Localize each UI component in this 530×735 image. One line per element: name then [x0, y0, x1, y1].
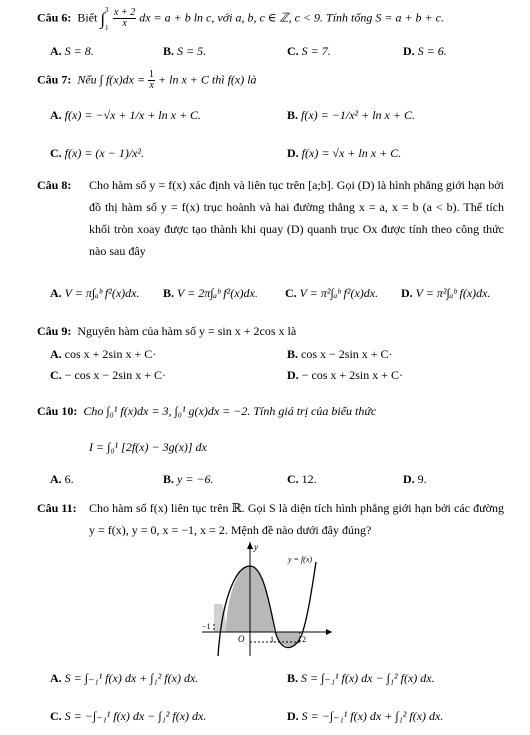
integrand-fraction: $\frac{x + 2}{x}$	[114, 7, 136, 29]
integral-sign: ∫	[100, 9, 106, 29]
integral-limits: 3 1	[105, 5, 109, 32]
tick-label: 2	[302, 635, 306, 644]
stem-fraction: $\frac{1}{x}$	[149, 69, 155, 91]
q7-option-c[interactable]: C. f(x) = (x − 1)/x².	[50, 146, 145, 160]
question-number: Câu 7:	[37, 72, 72, 87]
q6-stem	[37, 5, 444, 32]
q6-stem-pre: Biết	[77, 10, 98, 25]
q8-option-d[interactable]: D. V = π²∫ₐᵇ f(x)dx.	[401, 286, 491, 300]
q10-option-a[interactable]: A. 6.	[50, 472, 74, 486]
q7-option-a[interactable]: A. f(x) = −√x + 1/x + ln x + C.	[50, 108, 202, 122]
q11-graph	[196, 538, 336, 658]
q6-stem-post: dx = a + b ln c, với a, b, c ∈ ℤ, c < 9. Tính tổng S = a + b + c.	[139, 10, 444, 25]
q11-stem: Cho hàm số f(x) liên tục trên ℝ. Gọi S là diện tích hình phẳng giới hạn bởi các đường y = f(x), y = 0, x = −1, x = 2. Mệnh đề nào dưới đây đúng?	[89, 501, 504, 537]
origin-label: O	[238, 634, 245, 644]
q11-option-d[interactable]: D. S = −∫₋₁¹ f(x) dx + ∫₁² f(x) dx.	[287, 709, 444, 723]
q11-option-c[interactable]: C. S = −∫₋₁¹ f(x) dx − ∫₁² f(x) dx.	[50, 709, 207, 723]
q7-stem	[37, 70, 257, 91]
q9-option-d[interactable]: D. − cos x + 2sin x + C·	[287, 368, 403, 382]
q11-number: Câu 11:	[37, 501, 77, 515]
q6-option-d[interactable]: D. S = 6.	[403, 44, 447, 58]
q8-option-c[interactable]: C. V = π²∫ₐᵇ f²(x)dx.	[285, 286, 379, 300]
x-axis-arrow-icon	[326, 629, 332, 635]
q6-option-c[interactable]: C. S = 7.	[287, 44, 331, 58]
q6-option-a[interactable]: A. S = 8.	[50, 44, 94, 58]
q7-stem-pre: Nếu ∫ f(x)dx =	[77, 72, 146, 87]
q6-option-b[interactable]: B. S = 5.	[163, 44, 207, 58]
q11-option-b[interactable]: B. S = ∫₋₁¹ f(x) dx − ∫₁² f(x) dx.	[287, 671, 435, 685]
q9-option-c[interactable]: C. − cos x − 2sin x + C·	[50, 368, 166, 382]
q8-option-b[interactable]: B. V = 2π∫ₐᵇ f²(x)dx.	[163, 286, 258, 300]
q10-stem: Câu 10: Cho ∫₀¹ f(x)dx = 3, ∫₀¹ g(x)dx = −2. Tính giá trị của biểu thức	[37, 404, 377, 418]
q7-option-d[interactable]: D. f(x) = √x + ln x + C.	[287, 146, 402, 160]
q7-stem-post: + ln x + C thì f(x) là	[158, 72, 257, 87]
q8-option-a[interactable]: A. V = π∫ₐᵇ f²(x)dx.	[50, 286, 140, 300]
q7-option-b[interactable]: B. f(x) = −1/x² + ln x + C.	[287, 108, 415, 122]
q10-expression: I = ∫₀¹ [2f(x) − 3g(x)] dx	[89, 440, 207, 454]
tick-label: −1	[202, 622, 211, 631]
q10-option-d[interactable]: D. 9.	[403, 472, 427, 486]
q8-number: Câu 8:	[37, 178, 72, 192]
tick-label: 1	[270, 635, 274, 644]
q9-option-b[interactable]: B. cos x − 2sin x + C·	[287, 347, 393, 361]
question-number: Câu 6:	[37, 10, 72, 25]
y-axis-label: y	[254, 542, 258, 552]
q9-stem: Câu 9: Nguyên hàm của hàm số y = sin x + 2cos x là	[37, 324, 297, 338]
q10-option-c[interactable]: C. 12.	[287, 472, 317, 486]
q11-option-a[interactable]: A. S = ∫₋₁¹ f(x) dx + ∫₁² f(x) dx.	[50, 671, 199, 685]
y-axis-arrow-icon	[247, 542, 253, 549]
curve-label: y = f(x)	[288, 555, 313, 564]
q8-stem: Cho hàm số y = f(x) xác định và liên tục trên [a;b]. Gọi (D) là hình phẳng giới hạn bởi đồ thị hàm số y = f(x) trục hoành và hai đường thẳng x = a, x = b (a < b). Thể tích khối tròn xoay được tạo thành khi quay (D) quanh trục Ox được tính theo công thức nào sau đây	[89, 178, 504, 258]
q9-option-a[interactable]: A. cos x + 2sin x + C·	[50, 347, 157, 361]
q10-option-b[interactable]: B. y = −6.	[163, 472, 214, 486]
